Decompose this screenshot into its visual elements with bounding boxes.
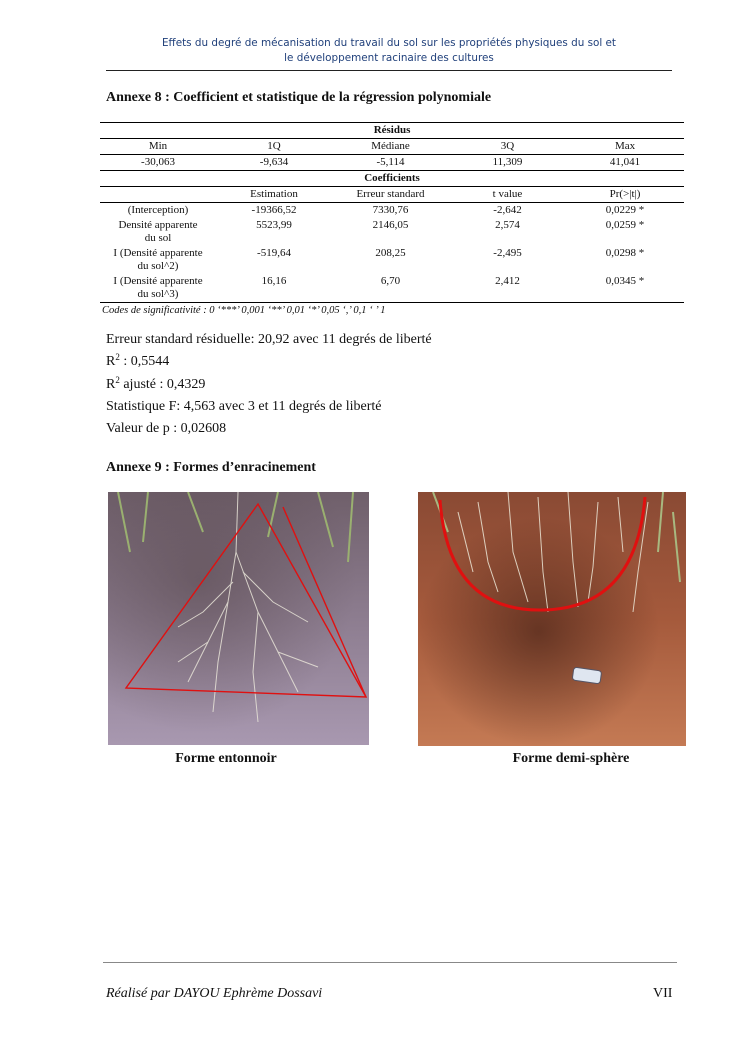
r-squared: [106, 351, 432, 373]
coef-header: Pr(>|t|): [566, 187, 684, 203]
footer-rule: [103, 962, 677, 963]
r2adj-sup: 2: [115, 374, 120, 385]
regression-stats: [106, 329, 432, 440]
row-label: (Interception): [127, 204, 189, 216]
header-line-1: Effets du degré de mécanisation du travail du sol sur les propriétés physiques du sol et: [161, 37, 617, 49]
photo-half-sphere-roots: [418, 492, 686, 746]
r2adj-value: ajusté : 0,4329: [119, 376, 206, 392]
residus-value: 41,041: [609, 156, 641, 168]
row-label-cont: du sol^3): [137, 288, 179, 300]
coef-header: Estimation: [216, 187, 332, 203]
t-value-cell: 2,574: [495, 219, 520, 231]
t-value-cell: -2,495: [493, 247, 522, 259]
residus-header-row: [100, 139, 684, 155]
p-value-cell: 0,0229 *: [605, 204, 645, 216]
residus-header: Min: [100, 139, 216, 155]
row-label: Densité apparente: [118, 219, 198, 231]
table-row: [100, 218, 684, 246]
table-row: [100, 246, 684, 274]
footer-author: Réalisé par DAYOU Ephrème Dossavi: [106, 986, 323, 1001]
page-number: VII: [653, 986, 673, 1001]
residus-header: Max: [566, 139, 684, 155]
r-squared-adjusted: [106, 374, 432, 396]
p-value-cell: 0,0298 *: [605, 247, 645, 259]
residus-value: -9,634: [259, 156, 289, 168]
residus-value-row: [100, 155, 684, 171]
std-error-cell: 6,70: [332, 274, 449, 303]
estimation-cell: -519,64: [257, 247, 291, 259]
residus-header: Médiane: [332, 139, 449, 155]
p-value-cell: 0,0345 *: [566, 274, 684, 303]
residus-value: -5,114: [376, 156, 405, 168]
residus-section-row: [100, 123, 684, 139]
coef-section-row: [100, 171, 684, 187]
significance-codes: Codes de significativité : 0 ‘***’ 0,001 ‘**’ 0,01 ‘*’ 0,05 ‘,’ 0,1 ‘ ’ 1: [102, 305, 386, 316]
table-row: [100, 203, 684, 219]
codes-row: [100, 303, 684, 319]
regression-table: [100, 122, 684, 318]
coef-header: Erreur standard: [332, 187, 449, 203]
r2adj-label: R: [106, 376, 116, 392]
row-label: I (Densité apparente: [113, 275, 203, 287]
residus-value: -30,063: [141, 156, 175, 168]
residus-label: Résidus: [100, 123, 684, 139]
running-header: [106, 36, 672, 66]
residus-header: 3Q: [449, 139, 566, 155]
r2-sup: 2: [115, 352, 120, 363]
row-label: I (Densité apparente: [113, 247, 203, 259]
residual-se: Erreur standard résiduelle: 20,92 avec 11 degrés de liberté: [106, 332, 432, 347]
coef-label: Coefficients: [100, 171, 684, 187]
estimation-cell: 5523,99: [256, 219, 292, 231]
t-value-cell: -2,642: [493, 204, 522, 216]
residus-value: 11,309: [492, 156, 523, 168]
f-statistic: Statistique F: 4,563 avec 3 et 11 degrés de liberté: [106, 398, 382, 414]
table-row: [100, 274, 684, 303]
header-line-2: le développement racinaire des cultures: [284, 52, 494, 64]
caption-funnel: Forme entonnoir: [175, 751, 277, 766]
header-rule: [106, 70, 672, 71]
estimation-cell: 16,16: [216, 274, 332, 303]
t-value-cell: 2,412: [449, 274, 566, 303]
coef-header-row: [100, 187, 684, 203]
r2-value: : 0,5544: [119, 354, 170, 370]
coef-header: t value: [449, 187, 566, 203]
coef-header: [100, 187, 216, 203]
std-error-cell: 7330,76: [372, 204, 409, 216]
p-value: Valeur de p : 0,02608: [106, 421, 227, 437]
std-error-cell: 2146,05: [372, 219, 409, 231]
annex8-title: Annexe 8 : Coefficient et statistique de la régression polynomiale: [106, 90, 492, 105]
r2-label: R: [106, 354, 116, 370]
p-value-cell: 0,0259 *: [605, 219, 645, 231]
annex9-title: Annexe 9 : Formes d’enracinement: [106, 460, 316, 475]
caption-half-sphere: Forme demi-sphère: [512, 751, 630, 766]
residus-header: 1Q: [216, 139, 332, 155]
estimation-cell: -19366,52: [251, 204, 297, 216]
row-label-cont: du sol^2): [137, 260, 179, 272]
row-label-cont: du sol: [144, 232, 172, 244]
photo-funnel-roots: [108, 492, 369, 745]
std-error-cell: 208,25: [375, 247, 406, 259]
